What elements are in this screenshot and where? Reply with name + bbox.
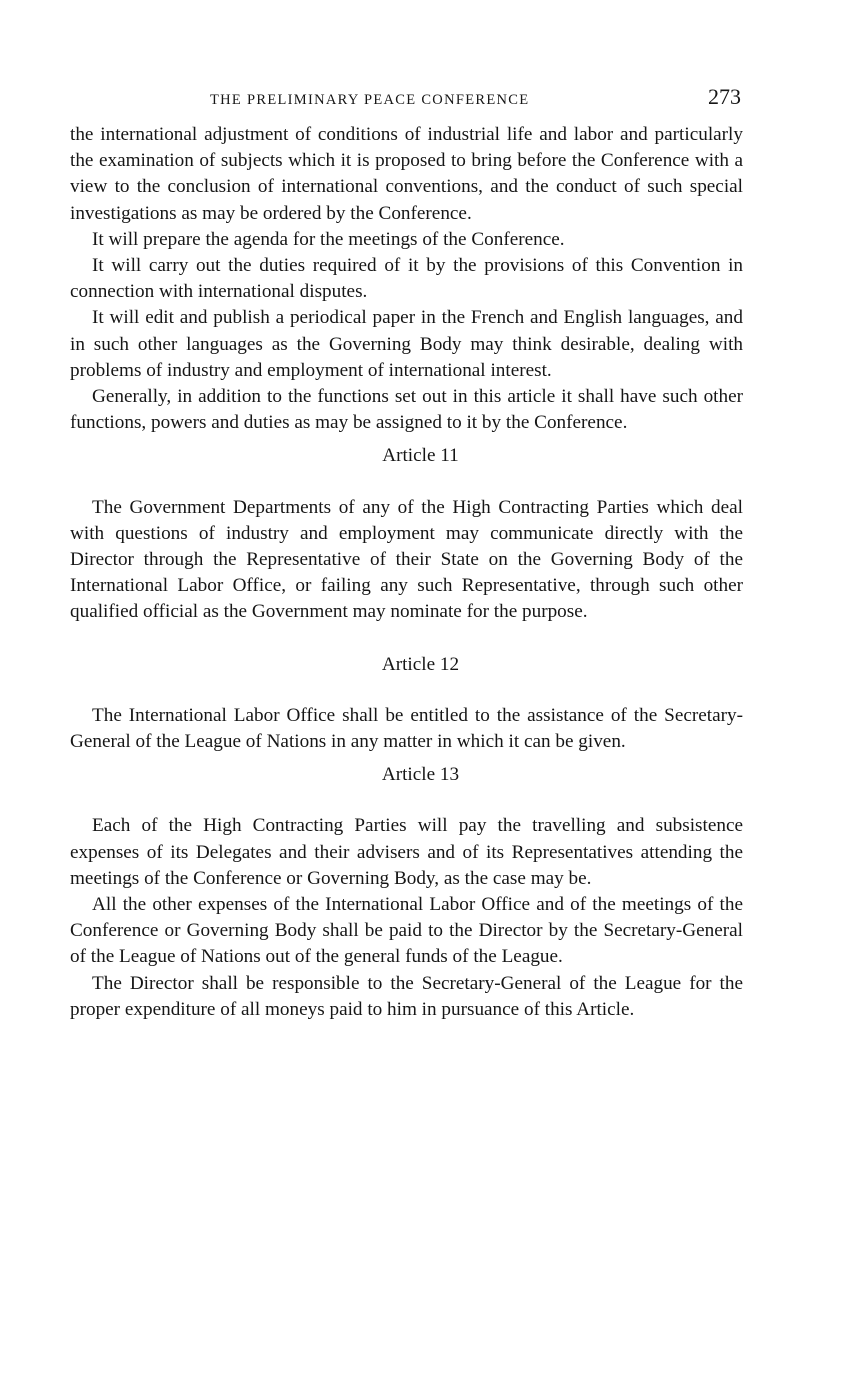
paragraph: The Government Departments of any of the High Contracting Parties which deal with questions of industry and employment may communicate directly with the Director through the Representative of their State on the Governing Body of the International Labor Office, or failing any such Representative, through such other qualified official as the Government may nominate for the purpose. xyxy=(70,496,743,623)
book-page xyxy=(70,82,743,1023)
paragraph: The International Labor Office shall be entitled to the assistance of the Secretary-General of the League of Nations in any matter in which it can be given. xyxy=(70,704,743,753)
article-11-section xyxy=(70,443,743,625)
paragraph: The Director shall be responsible to the Secretary-General of the League for the proper expenditure of all moneys paid to him in pursuance of this Article. xyxy=(70,972,743,1020)
running-title: THE PRELIMINARY PEACE CONFERENCE xyxy=(210,92,530,108)
article-13-section xyxy=(70,762,743,1023)
page-body xyxy=(70,122,743,1023)
paragraph: It will carry out the duties required of it by the provisions of this Convention in connection with international disputes. xyxy=(70,255,743,303)
paragraph: It will edit and publish a periodical paper in the French and English languages, and in such other languages as the Governing Body may think desirable, dealing with problems of industry and employment of international interest. xyxy=(70,307,743,381)
paragraph: Generally, in addition to the functions set out in this article it shall have such other functions, powers and duties as may be assigned to it by the Conference. xyxy=(70,386,743,434)
running-header xyxy=(70,82,743,122)
paragraph: It will prepare the agenda for the meetings of the Conference. xyxy=(92,228,565,250)
continued-section xyxy=(70,122,743,436)
paragraph: the international adjustment of conditions of industrial life and labor and particularly the examination of subjects which it is proposed to bring before the Conference with a view to the conclusion of international conventions, and the conduct of such special investigations as may be ordered by the Conference. xyxy=(70,124,743,224)
article-12-heading: Article 12 xyxy=(381,653,460,675)
article-11-heading: Article 11 xyxy=(382,445,459,467)
article-12-section xyxy=(70,652,743,756)
page-number: 273 xyxy=(708,84,741,109)
paragraph: Each of the High Contracting Parties will pay the travelling and subsistence expenses of its Delegates and their advisers and of its Representatives attending the meetings of the Conference or Governing Body, as the case may be. xyxy=(70,815,743,889)
paragraph: All the other expenses of the International Labor Office and of the meetings of the Conference or Governing Body shall be paid to the Director by the Secretary-General of the League of Nations out of the general funds of the League. xyxy=(70,894,743,968)
article-13-heading: Article 13 xyxy=(381,764,460,786)
